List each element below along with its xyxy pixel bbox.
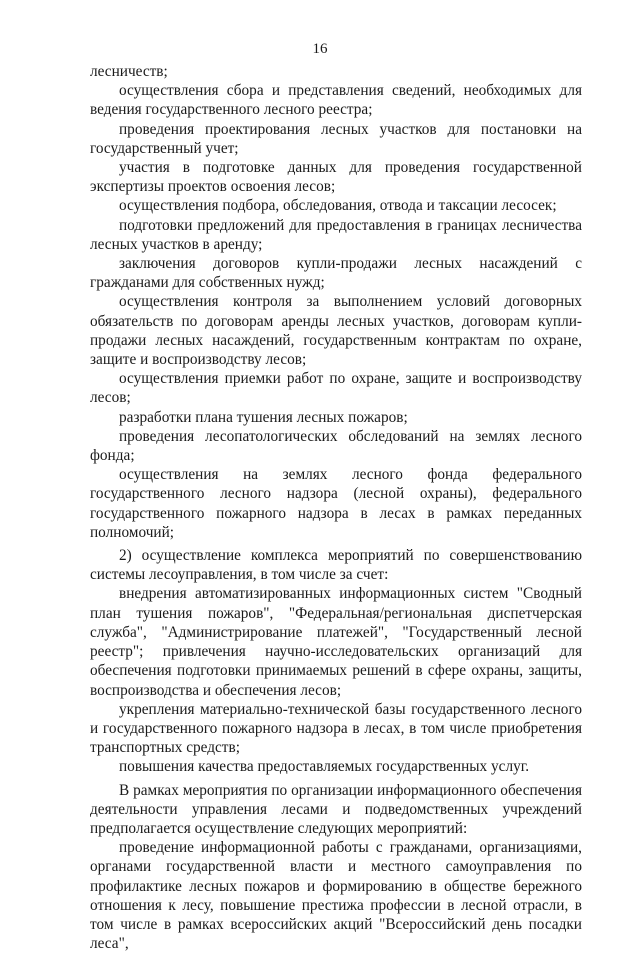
document-body <box>90 62 582 953</box>
paragraph: осуществления сбора и представления сведений, необходимых для ведения государственного лесного реестра; <box>90 82 582 119</box>
paragraph: осуществления приемки работ по охране, защите и воспроизводству лесов; <box>90 370 582 407</box>
paragraph: проведения проектирования лесных участков для постановки на государственный учет; <box>90 120 582 157</box>
paragraph: разработки плана тушения лесных пожаров; <box>119 408 408 426</box>
paragraph: лесничеств; <box>90 63 168 80</box>
page-number: 16 <box>312 41 328 57</box>
paragraph: В рамках мероприятия по организации информационного обеспечения деятельности управления лесами и подведомственных учреждений предполагается осуществление следующих мероприятий: <box>90 781 582 837</box>
paragraph: повышения качества предоставляемых государственных услуг. <box>119 758 530 776</box>
paragraph: подготовки предложений для предоставления в границах лесничества лесных участков в аренду; <box>90 216 582 253</box>
paragraph: осуществления подбора, обследования, отвода и таксации лесосек; <box>119 197 557 215</box>
paragraph: осуществления контроля за выполнением условий договорных обязательств по договорам аренды лесных участков, договорам купли-продажи лесных насаждений, государственным контрактам по охране, защите и воспроизводству лесов; <box>90 293 582 369</box>
paragraph: укрепления материально-технической базы государственного лесного и государственного пожарного надзора в лесах, в том числе приобретения транспортных средств; <box>90 700 582 757</box>
paragraph: проведение информационной работы с гражданами, организациями, органами государственной власти и местного самоуправления по профилактике лесных пожаров и формированию в обществе бережного отношения к лесу, повышение престижа профессии в лесной отрасли, в том числе в рамках всероссийских акций "Всероссийский день посадки леса", <box>90 839 582 953</box>
paragraph: внедрения автоматизированных информационных систем "Сводный план тушения пожаров", "Федеральная/региональная диспетчерская служба", "Администрирование платежей", "Государственный лесной реестр"; привлечения научно-исследовательских организаций для обеспечения подготовки принимаемых решений в сфере охраны, защиты, воспроизводства и обеспечения лесов; <box>90 585 582 699</box>
paragraph: 2) осуществление комплекса мероприятий по совершенствованию системы лесоуправления, в том числе за счет: <box>90 547 582 584</box>
paragraph: осуществления на землях лесного фонда федерального государственного лесного надзора (лесной охраны), федерального государственного пожарного надзора в лесах в рамках переданных полномочий; <box>90 466 582 541</box>
paragraph: участия в подготовке данных для проведения государственной экспертизы проектов освоения лесов; <box>90 159 582 196</box>
paragraph: заключения договоров купли-продажи лесных насаждений с гражданами для собственных нужд; <box>90 255 582 292</box>
paragraph: проведения лесопатологических обследований на землях лесного фонда; <box>90 427 582 465</box>
